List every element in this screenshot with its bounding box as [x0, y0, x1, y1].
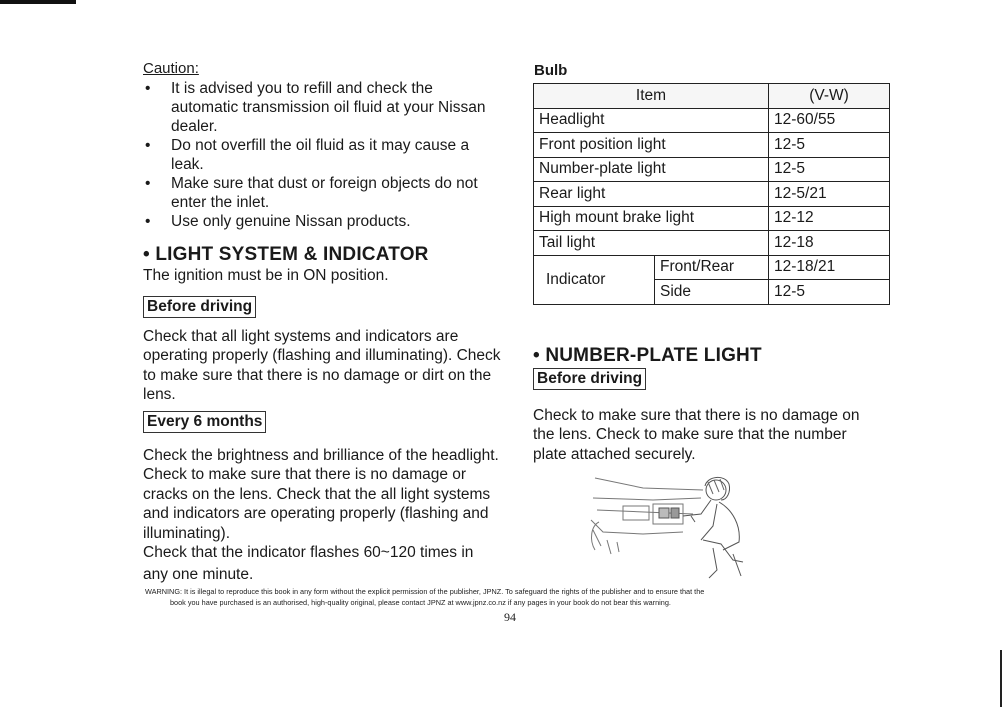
caution-item-text: It is advised you to refill and check the automatic transmission oil fluid at your Nissan dealer.	[171, 80, 486, 135]
light-system-intro: The ignition must be in ON position.	[143, 267, 389, 284]
indicator-flash-text-end: any one minute.	[143, 565, 254, 583]
table-row	[534, 157, 890, 182]
indicator-front-rear: Front/Rear	[655, 255, 769, 280]
row-item: Number-plate light	[534, 157, 769, 182]
row-item: Front position light	[534, 133, 769, 158]
every-6-months-text: Check the brightness and brilliance of the headlight. Check to make sure that there is no damage or cracks on the lens. Check that the all light systems and indicators are operating properly (flashing and illuminating).	[143, 446, 499, 542]
row-value: 12-5	[769, 157, 890, 182]
bulb-label: Bulb	[534, 62, 568, 79]
header-value: (V-W)	[769, 84, 890, 109]
row-item: High mount brake light	[534, 206, 769, 231]
table-row	[534, 206, 890, 231]
row-value: 12-60/55	[769, 108, 890, 133]
number-plate-before-driving-label: Before driving	[533, 368, 646, 390]
caution-item-text: Use only genuine Nissan products.	[171, 213, 411, 230]
table-row	[534, 231, 890, 256]
table-row	[534, 182, 890, 207]
number-plate-heading: • NUMBER-PLATE LIGHT	[533, 344, 762, 366]
indicator-front-rear-value: 12-18/21	[769, 255, 890, 280]
scan-edge-mark	[0, 0, 76, 4]
copyright-warning	[145, 587, 905, 608]
caution-item	[143, 212, 503, 231]
caution-item	[143, 174, 503, 212]
indicator-side-value: 12-5	[769, 280, 890, 305]
row-value: 12-5	[769, 133, 890, 158]
table-row	[534, 133, 890, 158]
caution-list	[143, 79, 503, 231]
row-item: Headlight	[534, 108, 769, 133]
caution-item	[143, 136, 503, 174]
indicator-side: Side	[655, 280, 769, 305]
bulb-table	[533, 83, 890, 305]
table-row	[534, 255, 890, 280]
bullet-icon: •	[145, 213, 151, 230]
every-6-months-label: Every 6 months	[143, 411, 266, 433]
indicator-label: Indicator	[534, 255, 655, 304]
scan-edge-line	[1000, 650, 1002, 707]
table-row	[534, 108, 890, 133]
caution-item-text: Do not overfill the oil fluid as it may cause a leak.	[171, 137, 470, 173]
indicator-flash-text: Check that the indicator flashes 60~120 times in	[143, 544, 474, 561]
right-column	[533, 62, 893, 464]
caution-title: Caution:	[143, 60, 199, 77]
light-system-heading: • LIGHT SYSTEM & INDICATOR	[143, 244, 429, 265]
table-header-row	[534, 84, 890, 109]
row-value: 12-5/21	[769, 182, 890, 207]
number-plate-inspection-illustration	[583, 470, 753, 582]
before-driving-text: Check that all light systems and indicators are operating properly (flashing and illuminating). Check to make sure that there is no damage or dirt on the lens.	[143, 327, 501, 403]
bullet-icon: •	[145, 137, 151, 154]
row-value: 12-18	[769, 231, 890, 256]
row-item: Rear light	[534, 182, 769, 207]
warning-line-1: WARNING: It is illegal to reproduce this book in any form without the explicit permission of the publisher, JPNZ. To safeguard the rights of the publisher and to ensure that the	[145, 587, 705, 596]
bullet-icon: •	[145, 80, 151, 97]
header-item: Item	[534, 84, 769, 109]
row-value: 12-12	[769, 206, 890, 231]
caution-item-text: Make sure that dust or foreign objects do not enter the inlet.	[171, 175, 478, 211]
bullet-icon: •	[145, 175, 151, 192]
before-driving-label: Before driving	[143, 296, 256, 318]
number-plate-text: Check to make sure that there is no damage on the lens. Check to make sure that the number plate attached securely.	[533, 406, 860, 463]
row-item: Tail light	[534, 231, 769, 256]
left-column	[143, 60, 503, 584]
warning-line-2: book you have purchased is an authorised, high-quality original, please contact JPNZ at www.jpnz.co.nz if any pages in your book do not bear this warning.	[170, 597, 671, 607]
caution-item	[143, 79, 503, 136]
page-number: 94	[504, 610, 516, 624]
